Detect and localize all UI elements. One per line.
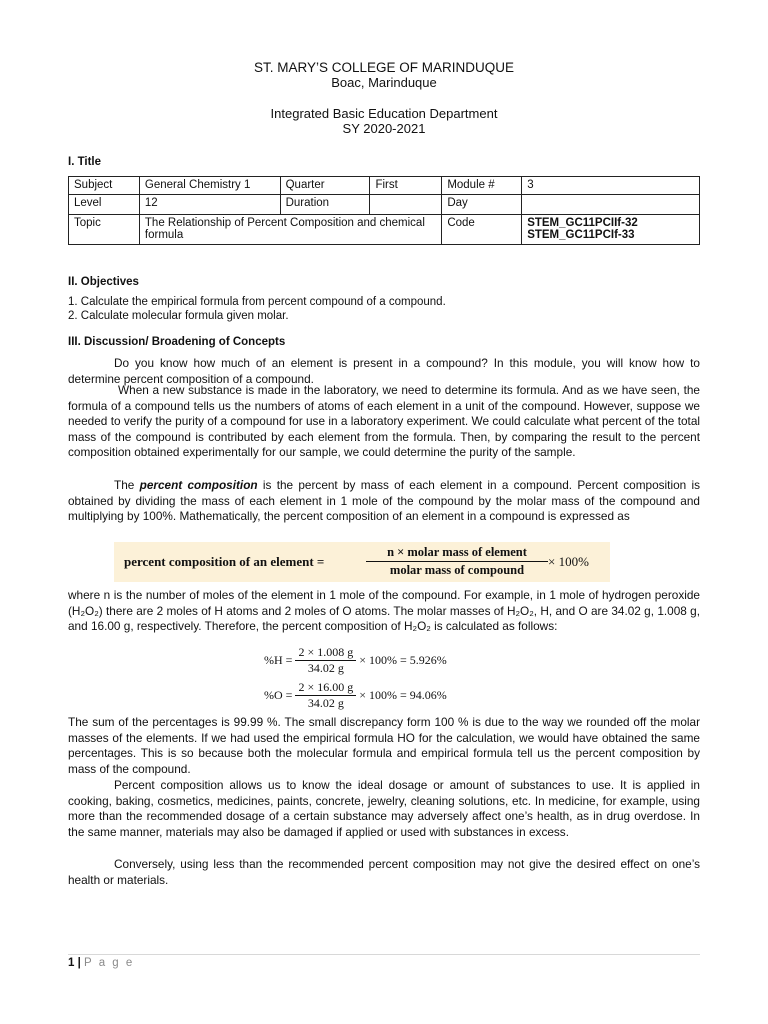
percent-composition-term: percent composition — [139, 478, 258, 492]
paragraph-hydrogen-peroxide: where n is the number of moles of the element in 1 mole of the compound. For example, in 1 mole of hydrogen peroxide (H₂O₂) there are 2 moles of H atoms and 2 moles of O atoms. The molar masses of H₂O₂, H, and O are 34.02 g, 1.008 g, and 16.00 g, respectively. Therefore, the percent composition of H₂O₂ is calculated as follows: — [68, 588, 700, 634]
duration-label: Duration — [280, 195, 370, 215]
calc-h-rhs: × 100% = 5.926% — [359, 653, 447, 667]
calc-h-numerator: 2 × 1.008 g — [295, 645, 356, 661]
department-name: Integrated Basic Education Department — [270, 106, 498, 121]
section-discussion-heading: III. Discussion/ Broadening of Concepts — [68, 336, 286, 348]
formula-rhs: × 100% — [548, 554, 589, 569]
table-row — [69, 195, 700, 215]
day-value — [522, 195, 700, 215]
school-name: ST. MARY’S COLLEGE OF MARINDUQUE — [253, 60, 515, 75]
table-row — [69, 177, 700, 195]
quarter-label: Quarter — [280, 177, 370, 195]
percent-composition-formula — [114, 542, 610, 582]
module-value: 3 — [522, 177, 700, 195]
subject-label: Subject — [69, 177, 140, 195]
calc-h-fraction — [295, 645, 356, 676]
code-value — [522, 215, 700, 245]
objective-item: 1. Calculate the empirical formula from percent compound of a compound. — [68, 296, 446, 308]
calc-hydrogen — [264, 645, 447, 676]
paragraph-sum-of-percentages: The sum of the percentages is 99.99 %. The small discrepancy form 100 % is due to the way we rounded off the molar masses of the elements. If we had used the empirical formula HO for the calculation, we would have obtained the same percentages. This is so because both the molecular formula and empirical formula tell us the percent composition by mass of the compound. — [68, 715, 700, 776]
topic-label: Topic — [69, 215, 140, 245]
formula-lhs: percent composition of an element = — [124, 554, 325, 569]
footer-separator: | — [77, 957, 81, 969]
school-year: SY 2020-2021 — [342, 121, 426, 136]
calc-h-denominator: 34.02 g — [307, 661, 344, 675]
objective-item: 2. Calculate molecular formula given molar. — [68, 310, 289, 322]
calc-o-rhs: × 100% = 94.06% — [359, 688, 447, 702]
page-number: 1 — [68, 957, 75, 969]
paragraph-applications: Percent composition allows us to know the ideal dosage or amount of substances to use. It is applied in cooking, baking, cosmetics, medicines, paints, concrete, jewelry, cleaning solutions, etc. In medicine, for example, using more than the recommended dosage of a certain substance may adversely affect one’s health, as in drug overdose. In the same manner, materials may also be damaged if applied or used with substances in excess. — [68, 778, 700, 839]
paragraph-percent-composition — [68, 478, 700, 525]
calc-h-lhs: %H = — [264, 653, 293, 667]
section-objectives-heading: II. Objectives — [68, 276, 139, 288]
calc-o-numerator: 2 × 16.00 g — [295, 680, 356, 696]
paragraph-intro: Do you know how much of an element is present in a compound? In this module, you will know how to determine percent composition of a compound. — [68, 356, 700, 386]
module-info-table — [68, 176, 700, 245]
calc-oxygen — [264, 680, 447, 711]
footer-divider — [68, 954, 700, 955]
formula-fraction — [366, 545, 548, 578]
quarter-value: First — [370, 177, 442, 195]
level-value: 12 — [139, 195, 280, 215]
calc-o-fraction — [295, 680, 356, 711]
section-title-heading: I. Title — [68, 156, 102, 168]
formula-denominator: molar mass of compound — [389, 563, 525, 577]
page-label: P a g e — [84, 957, 135, 969]
calc-o-denominator: 34.02 g — [307, 696, 344, 710]
duration-value — [370, 195, 442, 215]
code-label: Code — [442, 215, 522, 245]
topic-value: The Relationship of Percent Composition and chemical formula — [139, 215, 441, 245]
formula-numerator: n × molar mass of element — [366, 545, 548, 562]
paragraph-formula-purpose: When a new substance is made in the laboratory, we need to determine its formula. And as we have seen, the formula of a compound tells us the numbers of atoms of each element in a unit of the compound. However, suppose we needed to verify the purity of a compound for use in a laboratory experiment. We could calculate what percent of the total mass of the compound is contributed by each element from the formula. Then, by comparing the result to the percent composition obtained experimentally for our sample, we could determine the purity of the sample. — [68, 383, 700, 460]
school-location: Boac, Marinduque — [331, 75, 437, 90]
paragraph-conversely: Conversely, using less than the recommended percent composition may not give the desired effect on one’s health or materials. — [68, 857, 700, 887]
table-row — [69, 215, 700, 245]
page-footer — [68, 957, 134, 969]
level-label: Level — [69, 195, 140, 215]
code-line-1: STEM_GC11PCIIf-32 — [527, 217, 638, 229]
code-line-2: STEM_GC11PCIf-33 — [527, 229, 635, 241]
subject-value: General Chemistry 1 — [139, 177, 280, 195]
calc-o-lhs: %O = — [264, 688, 293, 702]
paragraph-text: The — [114, 478, 140, 492]
module-label: Module # — [442, 177, 522, 195]
paragraph-text: is the percent by mass of each element in a compound. Percent composition is obtained by dividing the mass of each element in 1 mole of the compound by the molar mass of the compound and multiplying by 100%. Mathematically, the percent composition of an element in a compound is expressed as — [68, 478, 700, 524]
day-label: Day — [442, 195, 522, 215]
